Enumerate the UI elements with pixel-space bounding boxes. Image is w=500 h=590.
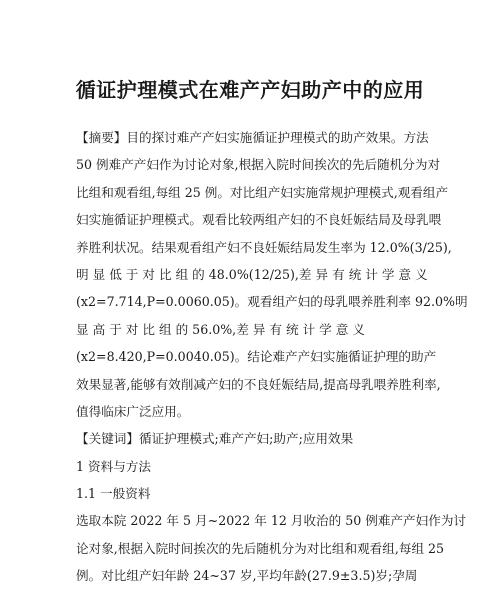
- abstract-line: 比组和观看组,每组 25 例。对比组产妇实施常规护理模式,观看组产: [76, 184, 449, 200]
- abstract-line: 显 高 于 对 比 组 的 56.0%,差 异 有 统 计 学 意 义: [76, 321, 365, 337]
- abstract-line: 养胜利状况。结果观看组产妇不良妊娠结局发生率为 12.0%(3/25),: [76, 239, 452, 255]
- document-body: [76, 124, 468, 590]
- abstract-line: 值得临床广泛应用。: [76, 403, 190, 419]
- paragraph-line: 论对象,根据入院时间挨次的先后随机分为对比组和观看组,每组 25: [76, 540, 445, 556]
- paragraph-line: 选取本院 2022 年 5 月~2022 年 12 月收治的 50 例难产产妇作为讨: [76, 513, 467, 529]
- paragraph-line: 例。对比组产妇年龄 24~37 岁,平均年龄(27.9±3.5)岁;孕周: [76, 568, 418, 584]
- abstract-line: 【摘要】目的探讨难产产妇实施循证护理模式的助产效果。方法: [76, 130, 429, 145]
- abstract-line: (x2=7.714,P=0.0060.05)。观看组产妇的母乳喂养胜利率 92.0%明: [76, 294, 468, 310]
- abstract-line: 50 例难产产妇作为讨论对象,根据入院时间挨次的先后随机分为对: [76, 157, 441, 173]
- abstract-line: (x2=8.420,P=0.0040.05)。结论难产产妇实施循证护理的助产: [76, 349, 437, 365]
- keywords-line: 【关键词】循证护理模式;难产产妇;助产;应用效果: [76, 431, 354, 447]
- abstract-line: 妇实施循证护理模式。观看比较两组产妇的不良妊娠结局及母乳喂: [76, 212, 442, 228]
- abstract-line: 效果显著,能够有效削减产妇的不良妊娠结局,提高母乳喂养胜利率,: [76, 376, 441, 392]
- document-title: 循证护理模式在难产产妇助产中的应用: [75, 78, 425, 102]
- abstract-line: 明 显 低 于 对 比 组 的 48.0%(12/25),差 异 有 统 计 学 意 义: [76, 266, 428, 282]
- section-heading: 1 资料与方法: [76, 458, 151, 474]
- subsection-heading: 1.1 一般资料: [76, 486, 151, 502]
